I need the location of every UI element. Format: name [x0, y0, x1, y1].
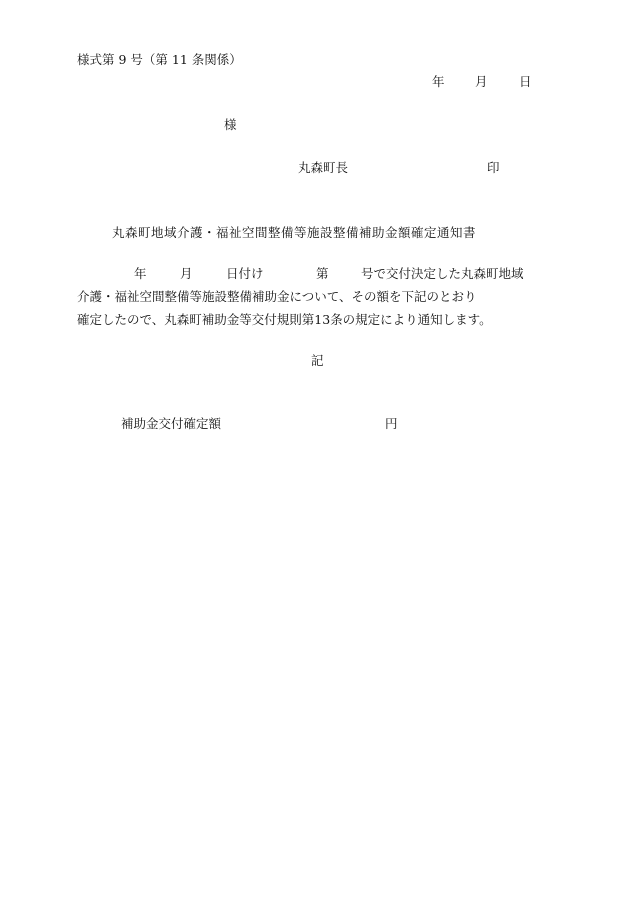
seal-mark: 印 — [487, 160, 500, 175]
body-date-suffix: 日付け — [226, 266, 264, 281]
amount-label: 補助金交付確定額 — [121, 416, 222, 431]
form-number: 様式第 9 号（第 11 条関係） — [77, 52, 242, 67]
document-title: 丸森町地域介護・福祉空間整備等施設整備補助金額確定通知書 — [112, 225, 477, 240]
issuer-name: 丸森町長 — [298, 160, 349, 175]
body-year-label: 年 — [134, 266, 147, 281]
date-day-label: 日 — [519, 74, 532, 89]
body-line-2: 介護・福祉空間整備等施設整備補助金について、その額を下記のとおり — [77, 289, 477, 304]
body-line-3: 確定したので、丸森町補助金等交付規則第13条の規定により通知します。 — [77, 312, 492, 327]
amount-unit: 円 — [385, 416, 398, 431]
body-line-1-text: 号で交付決定した丸森町地域 — [361, 266, 524, 281]
date-year-label: 年 — [432, 74, 445, 89]
recipient-honorific: 様 — [224, 117, 237, 132]
notes-heading: 記 — [311, 353, 324, 368]
body-month-label: 月 — [180, 266, 193, 281]
date-month-label: 月 — [475, 74, 488, 89]
body-number-prefix: 第 — [316, 266, 329, 281]
